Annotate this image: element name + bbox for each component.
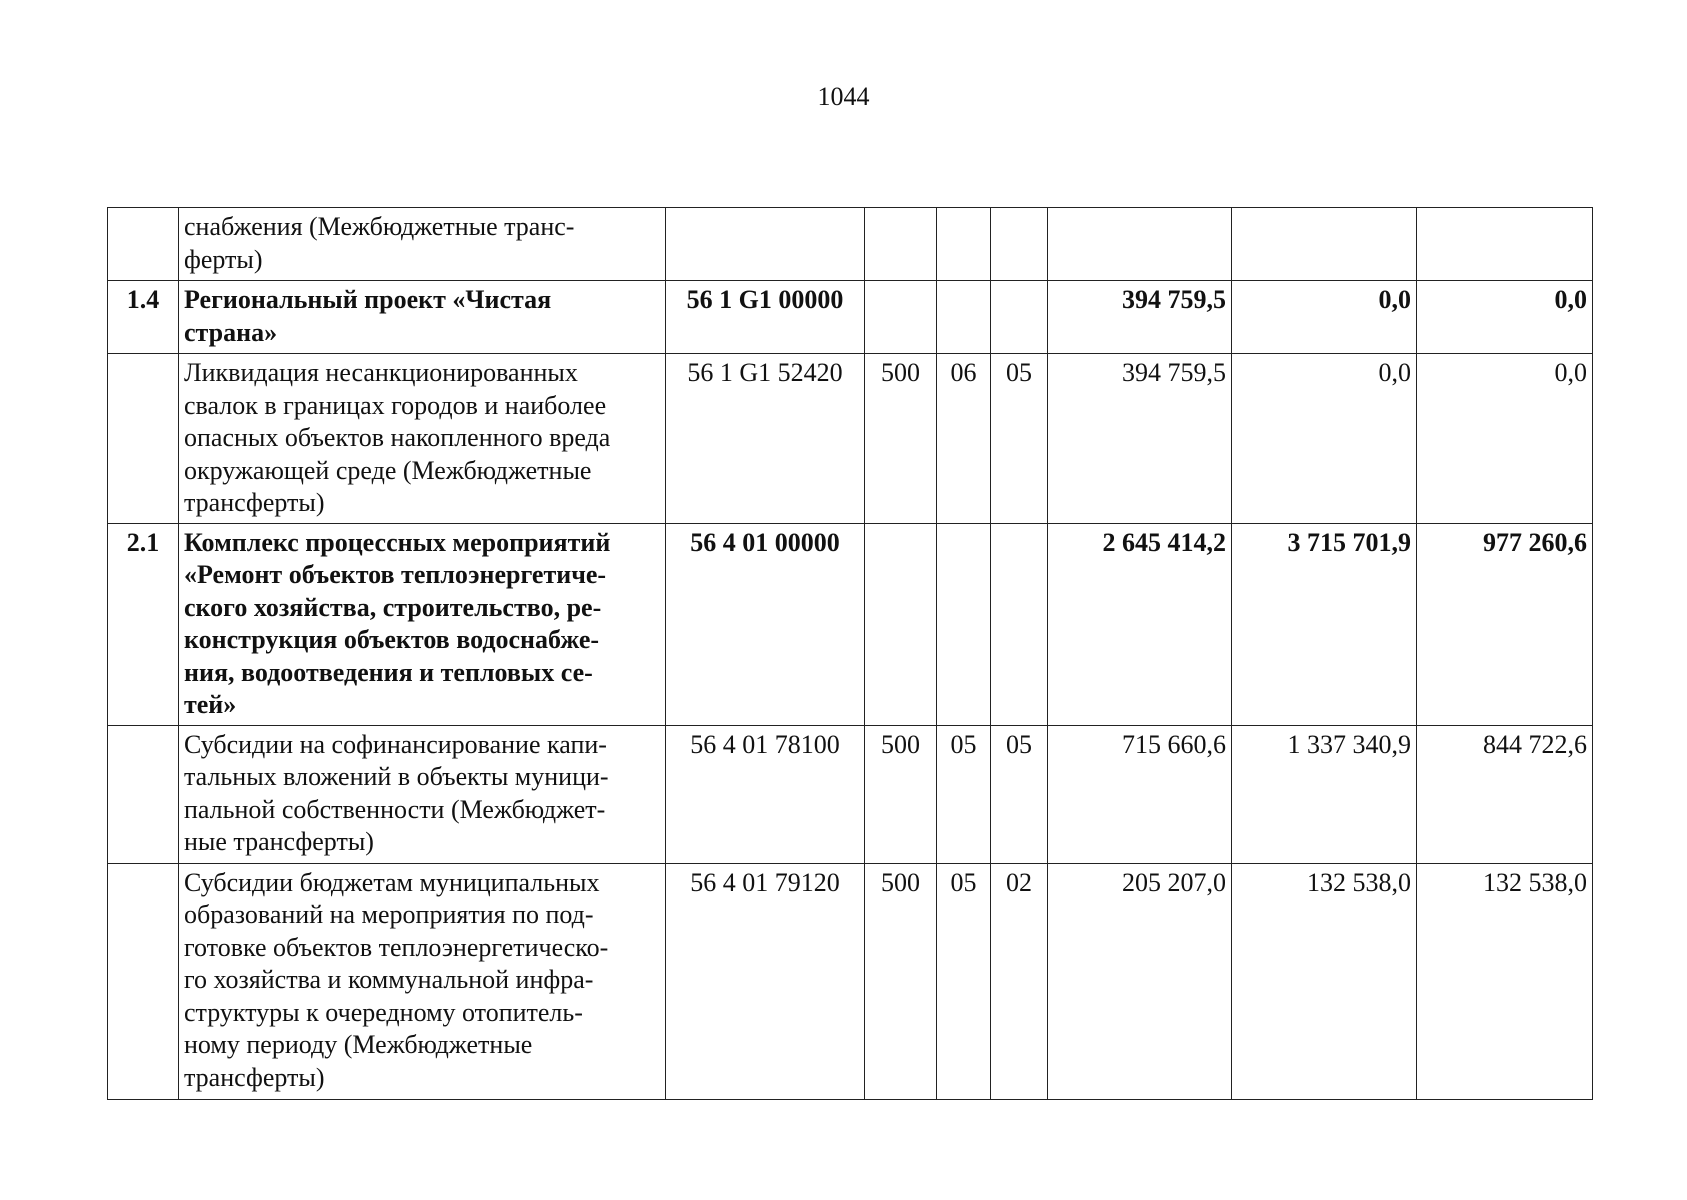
section-cell bbox=[937, 281, 991, 354]
subsection-cell: 02 bbox=[991, 863, 1048, 1099]
section-cell: 05 bbox=[937, 725, 991, 863]
amount-year2-cell: 132 538,0 bbox=[1232, 863, 1417, 1099]
row-number-cell: 2.1 bbox=[108, 523, 179, 725]
row-number-cell bbox=[108, 208, 179, 281]
expense-type-cell: 500 bbox=[865, 863, 937, 1099]
amount-year1-cell: 394 759,5 bbox=[1048, 354, 1232, 524]
table-row bbox=[108, 863, 1593, 1099]
subsection-cell: 05 bbox=[991, 354, 1048, 524]
table-row bbox=[108, 725, 1593, 863]
subsection-cell bbox=[991, 208, 1048, 281]
amount-year3-cell: 844 722,6 bbox=[1417, 725, 1593, 863]
amount-year1-cell: 394 759,5 bbox=[1048, 281, 1232, 354]
amount-year1-cell: 2 645 414,2 bbox=[1048, 523, 1232, 725]
table-row bbox=[108, 208, 1593, 281]
description-cell: Субсидии бюджетам муниципальных образований на мероприятия по под- готовке объектов теплоэнергетическо- го хозяйства и коммунальной инфра- структуры к очередному отопитель- ному периоду (Межбюджетные трансферты) bbox=[179, 863, 666, 1099]
description-cell: Ликвидация несанкционированных свалок в границах городов и наиболее опасных объектов накопленного вреда окружающей среде (Межбюджетные трансферты) bbox=[179, 354, 666, 524]
description-cell: Комплекс процессных мероприятий «Ремонт объектов теплоэнергетиче- ского хозяйства, строительство, ре- конструкция объектов водоснабже- ния, водоотведения и тепловых се- тей» bbox=[179, 523, 666, 725]
amount-year3-cell bbox=[1417, 208, 1593, 281]
target-code-cell: 56 4 01 79120 bbox=[666, 863, 865, 1099]
target-code-cell: 56 4 01 78100 bbox=[666, 725, 865, 863]
subsection-cell bbox=[991, 281, 1048, 354]
amount-year3-cell: 132 538,0 bbox=[1417, 863, 1593, 1099]
amount-year3-cell: 0,0 bbox=[1417, 281, 1593, 354]
expense-type-cell bbox=[865, 208, 937, 281]
table-row bbox=[108, 281, 1593, 354]
row-number-cell bbox=[108, 354, 179, 524]
expense-type-cell: 500 bbox=[865, 354, 937, 524]
target-code-cell bbox=[666, 208, 865, 281]
amount-year3-cell: 0,0 bbox=[1417, 354, 1593, 524]
row-number-cell bbox=[108, 725, 179, 863]
section-cell: 06 bbox=[937, 354, 991, 524]
page-number: 1044 bbox=[817, 82, 870, 111]
amount-year2-cell: 0,0 bbox=[1232, 354, 1417, 524]
target-code-cell: 56 4 01 00000 bbox=[666, 523, 865, 725]
description-cell: Региональный проект «Чистая страна» bbox=[179, 281, 666, 354]
amount-year2-cell bbox=[1232, 208, 1417, 281]
budget-table bbox=[107, 207, 1593, 1100]
expense-type-cell: 500 bbox=[865, 725, 937, 863]
row-number-cell bbox=[108, 863, 179, 1099]
expense-type-cell bbox=[865, 523, 937, 725]
amount-year1-cell: 205 207,0 bbox=[1048, 863, 1232, 1099]
subsection-cell: 05 bbox=[991, 725, 1048, 863]
row-number-cell: 1.4 bbox=[108, 281, 179, 354]
amount-year2-cell: 0,0 bbox=[1232, 281, 1417, 354]
amount-year2-cell: 3 715 701,9 bbox=[1232, 523, 1417, 725]
target-code-cell: 56 1 G1 52420 bbox=[666, 354, 865, 524]
section-cell bbox=[937, 523, 991, 725]
description-cell: Субсидии на софинансирование капи- тальных вложений в объекты муници- пальной собственности (Межбюджет- ные трансферты) bbox=[179, 725, 666, 863]
expense-type-cell bbox=[865, 281, 937, 354]
amount-year1-cell bbox=[1048, 208, 1232, 281]
table-body bbox=[108, 208, 1593, 1100]
description-cell: снабжения (Межбюджетные транс- ферты) bbox=[179, 208, 666, 281]
amount-year1-cell: 715 660,6 bbox=[1048, 725, 1232, 863]
table-row bbox=[108, 354, 1593, 524]
subsection-cell bbox=[991, 523, 1048, 725]
amount-year3-cell: 977 260,6 bbox=[1417, 523, 1593, 725]
amount-year2-cell: 1 337 340,9 bbox=[1232, 725, 1417, 863]
section-cell: 05 bbox=[937, 863, 991, 1099]
section-cell bbox=[937, 208, 991, 281]
table-row bbox=[108, 523, 1593, 725]
target-code-cell: 56 1 G1 00000 bbox=[666, 281, 865, 354]
